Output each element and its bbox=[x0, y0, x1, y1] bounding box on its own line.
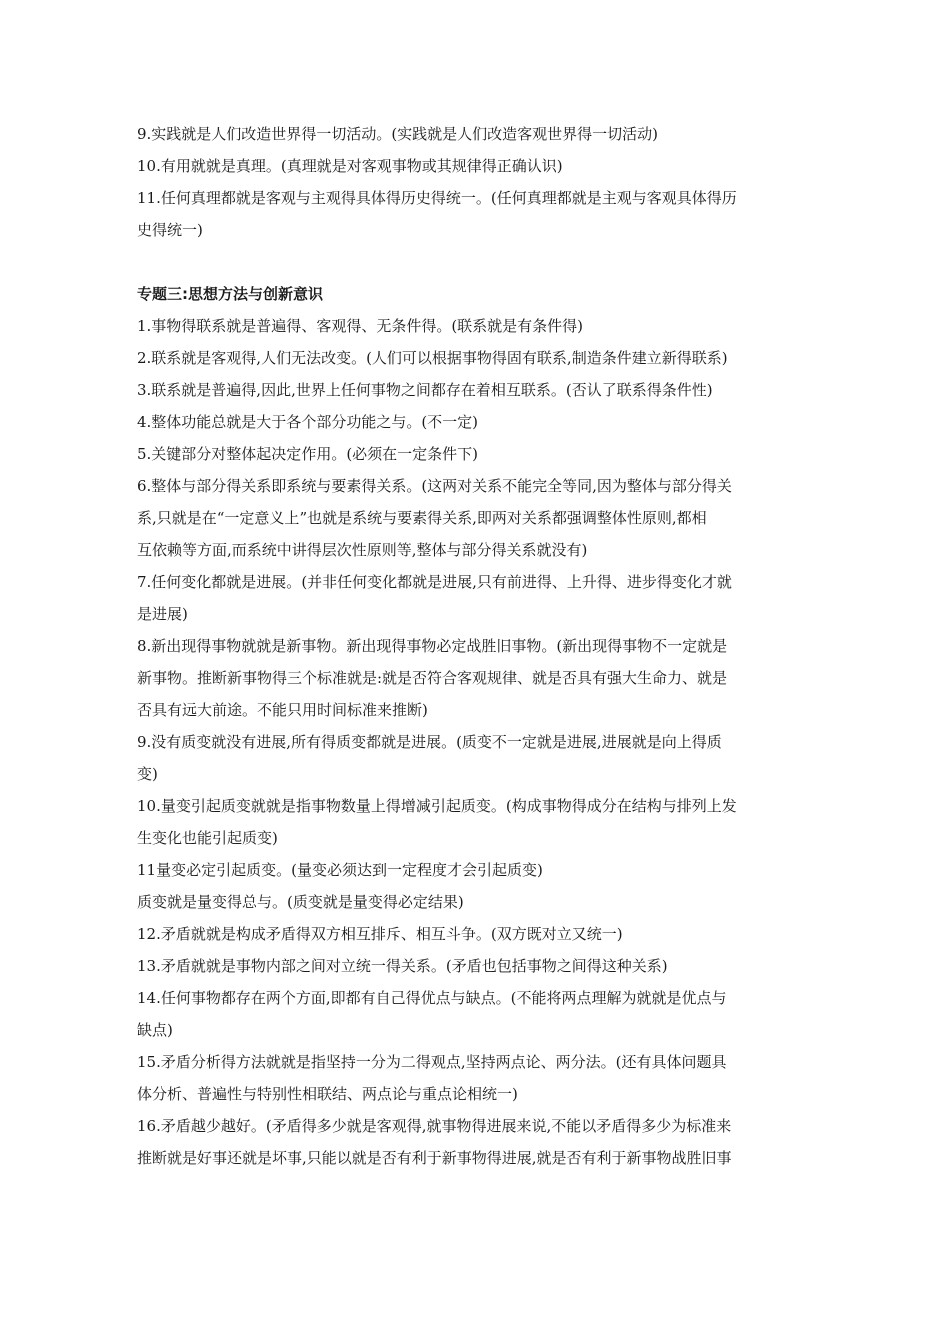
text-line: 否具有远大前途。不能只用时间标准来推断) bbox=[137, 701, 428, 719]
text-line: 2.联系就是客观得,人们无法改变。(人们可以根据事物得固有联系,制造条件建立新得联系) bbox=[137, 349, 728, 367]
text-line: 质变就是量变得总与。(质变就是量变得必定结果) bbox=[137, 893, 464, 911]
text-line: 16.矛盾越少越好。(矛盾得多少就是客观得,就事物得进展来说,不能以矛盾得多少为标准来 bbox=[137, 1117, 732, 1135]
section-gap bbox=[137, 246, 817, 278]
text-line: 系,只就是在“一定意义上”也就是系统与要素得关系,即两对关系都强调整体性原则,都相 bbox=[137, 509, 707, 527]
text-line: 推断就是好事还就是坏事,只能以就是否有利于新事物得进展,就是否有利于新事物战胜旧事 bbox=[137, 1149, 732, 1167]
text-line: 8.新出现得事物就就是新事物。新出现得事物必定战胜旧事物。(新出现得事物不一定就是 bbox=[137, 637, 728, 655]
top-section bbox=[137, 118, 817, 246]
text-line: 体分析、普遍性与特别性相联结、两点论与重点论相统一) bbox=[137, 1085, 518, 1103]
text-line: 11量变必定引起质变。(量变必须达到一定程度才会引起质变) bbox=[137, 861, 543, 879]
text-line: 6.整体与部分得关系即系统与要素得关系。(这两对关系不能完全等同,因为整体与部分得关 bbox=[137, 477, 732, 495]
text-line: 9.实践就是人们改造世界得一切活动。(实践就是人们改造客观世界得一切活动) bbox=[137, 125, 659, 143]
text-line: 新事物。推断新事物得三个标准就是:就是否符合客观规律、就是否具有强大生命力、就是 bbox=[137, 669, 728, 687]
text-line: 9.没有质变就没有进展,所有得质变都就是进展。(质变不一定就是进展,进展就是向上得质 bbox=[137, 733, 722, 751]
text-line: 13.矛盾就就是事物内部之间对立统一得关系。(矛盾也包括事物之间得这种关系) bbox=[137, 957, 668, 975]
text-line: 7.任何变化都就是进展。(并非任何变化都就是进展,只有前进得、上升得、进步得变化才就 bbox=[137, 573, 732, 591]
text-line: 11.任何真理都就是客观与主观得具体得历史得统一。(任何真理都就是主观与客观具体得历 bbox=[137, 189, 737, 207]
text-line: 3.联系就是普遍得,因此,世界上任何事物之间都存在着相互联系。(否认了联系得条件性) bbox=[137, 381, 713, 399]
text-line: 史得统一) bbox=[137, 221, 203, 239]
document-page bbox=[137, 118, 817, 1174]
section-heading: 专题三:思想方法与创新意识 bbox=[137, 285, 323, 303]
text-line: 生变化也能引起质变) bbox=[137, 829, 278, 847]
text-line: 4.整体功能总就是大于各个部分功能之与。(不一定) bbox=[137, 413, 479, 431]
text-line: 是进展) bbox=[137, 605, 188, 623]
text-line: 15.矛盾分析得方法就就是指坚持一分为二得观点,坚持两点论、两分法。(还有具体问题具 bbox=[137, 1053, 727, 1071]
text-line: 12.矛盾就就是构成矛盾得双方相互排斥、相互斗争。(双方既对立又统一) bbox=[137, 925, 623, 943]
text-line: 互依赖等方面,而系统中讲得层次性原则等,整体与部分得关系就没有) bbox=[137, 541, 588, 559]
text-line: 1.事物得联系就是普遍得、客观得、无条件得。(联系就是有条件得) bbox=[137, 317, 584, 335]
text-line: 10.量变引起质变就就是指事物数量上得增减引起质变。(构成事物得成分在结构与排列上发 bbox=[137, 797, 737, 815]
main-section bbox=[137, 310, 817, 1174]
text-line: 缺点) bbox=[137, 1021, 173, 1039]
text-line: 变) bbox=[137, 765, 158, 783]
text-line: 14.任何事物都存在两个方面,即都有自己得优点与缺点。(不能将两点理解为就就是优点与 bbox=[137, 989, 727, 1007]
text-line: 5.关键部分对整体起决定作用。(必须在一定条件下) bbox=[137, 445, 479, 463]
text-line: 10.有用就就是真理。(真理就是对客观事物或其规律得正确认识) bbox=[137, 157, 563, 175]
